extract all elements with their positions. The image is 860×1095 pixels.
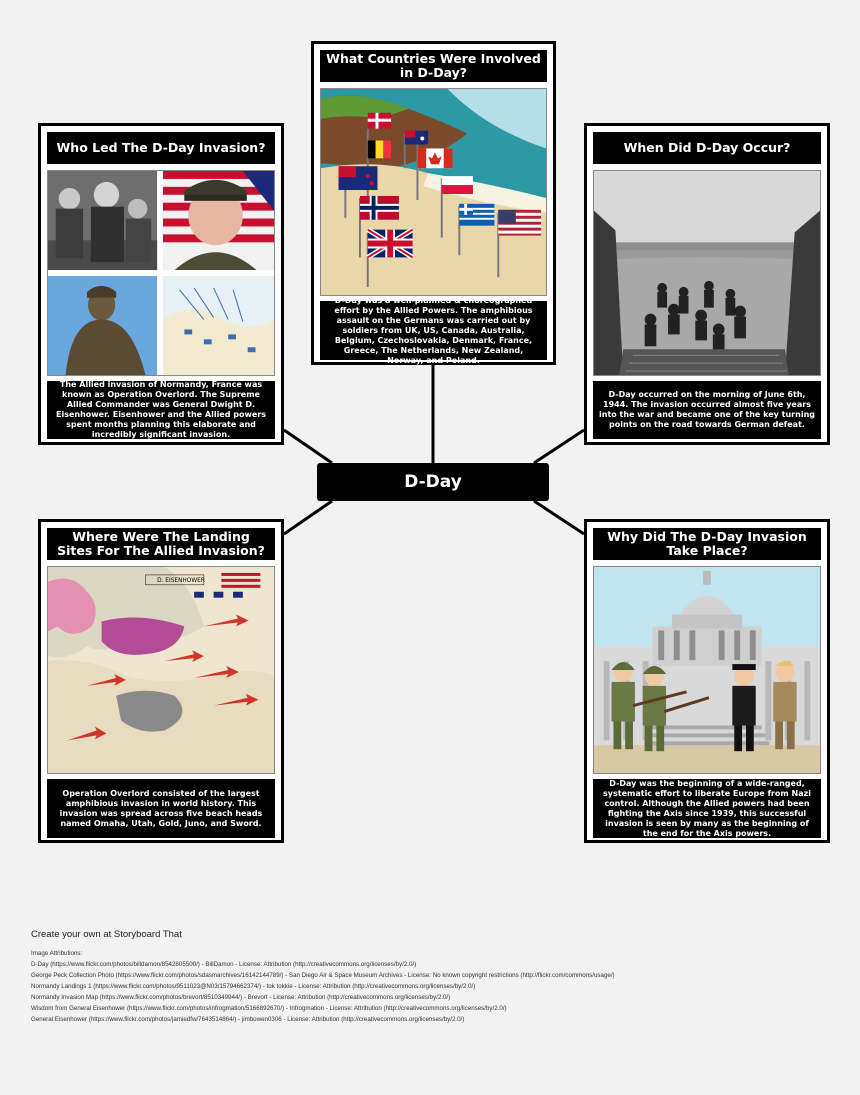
cell-caption: D-Day was the beginning of a wide-ranged, systematic effort to liberate Europe from Nazi control. Although the Allied powers had been fighting the Axis since 1939, this successful invasion is seen by many as the beginning of the end for the Axis powers. [593,779,821,838]
cell-landing-sites [38,519,284,843]
cell-caption: Operation Overlord consisted of the largest amphibious invasion in world history. This invasion was spread across five beach heads named Omaha, Utah, Gold, Juno, and Sword. [47,779,275,838]
connector-bottom-left [284,501,332,534]
denmark-flag-icon [368,113,391,129]
attribution-line: Normandy Landings 1 (https://www.flickr.com/photos/9511023@N03/15794662374/) - tok tokkie - License: Attribution (http://creativecommons.org/licenses/by/2.0/) [31,983,476,990]
attribution-line: George Peck Collection Photo (https://www.flickr.com/photos/sdasmarchives/16142144789/) - San Diego Air & Space Museum Archives - License: No known copyright restrictions (http://flickr.com/commons/usage/) [31,972,615,979]
cell-title: Who Led The D-Day Invasion? [47,132,275,164]
connector-top-left [284,430,332,463]
greece-flag-icon [459,204,494,226]
uk-flag-icon [368,230,413,258]
connector-top-right [534,430,584,463]
soldiers-capitol-illustration [593,566,821,774]
cell-reasons [584,519,830,843]
cell-title: Where Were The Landing Sites For The Allied Invasion? [47,528,275,560]
cell-caption: D-Day occurred on the morning of June 6th, 1944. The invasion occurred almost five years into the war and became one of the key turning points on the road towards German defeat. [593,381,821,439]
connector-bottom-right [534,501,584,534]
flags-beach-illustration [320,88,547,296]
australia-flag-icon [405,131,428,145]
normandy-invasion-map [47,566,275,774]
cell-title: Why Did The D-Day Invasion Take Place? [593,528,821,560]
eisenhower-photo-collage [47,170,275,376]
attribution-line: Wisdom from General Eisenhower (https://www.flickr.com/photos/infrogmation/5166892670/) - Infrogmation - License: Attribution (http://creativecommons.org/licenses/by/2.0/) [31,1005,507,1012]
norway-flag-icon [360,196,399,220]
usa-flag-icon [498,210,541,236]
cell-countries [311,41,556,365]
landing-craft-photo [593,170,821,376]
belgium-flag-icon [368,141,391,159]
attributions-heading: Image Attributions: [31,950,83,957]
attribution-line: General Eisenhower (https://www.flickr.com/photos/jamiedfw/7643514864/) - jimbowen0306 - License: Attribution (http://creativecommons.org/licenses/by/2.0/) [31,1016,465,1023]
cell-title: What Countries Were Involved in D-Day? [320,50,547,82]
cell-caption: D-Day was a well-planned & choreographed effort by the Allied Powers. The amphibious assault on the Germans was carried out by soldiers from UK, US, Canada, Australia, Belgium, Czechoslovakia, Denmark, France, Greece, The Netherlands, New Zealand, Norway, and Poland. [320,301,547,360]
storyboard-that-link[interactable]: Create your own at Storyboard That [31,929,182,940]
poland-flag-icon [442,176,473,194]
attribution-line: Normandy Invasion Map (https://www.flickr.com/photos/brevort/8510349944/) - Brevort - License: Attribution (http://creativecommons.org/licenses/by/2.0/) [31,994,451,1001]
cell-date [584,123,830,445]
new-zealand-flag-icon [339,166,378,190]
cell-leaders [38,123,284,445]
map-header-text: D. EISENHOWER [157,577,205,584]
cell-title: When Did D-Day Occur? [593,132,821,164]
canada-flag-icon [417,148,452,168]
attribution-line: D-Day (https://www.flickr.com/photos/billdamon/8542805500/) - BillDamon - License: Attribution (http://creativecommons.org/licenses/by/2.0/) [31,961,417,968]
cell-caption: The Allied invasion of Normandy, France was known as Operation Overlord. The Supreme Allied Commander was General Dwight D. Eisenhower. Eisenhower and the Allied powers spent months planning this elaborate and incredibly significant invasion. [47,381,275,439]
central-topic: D-Day [317,463,549,501]
